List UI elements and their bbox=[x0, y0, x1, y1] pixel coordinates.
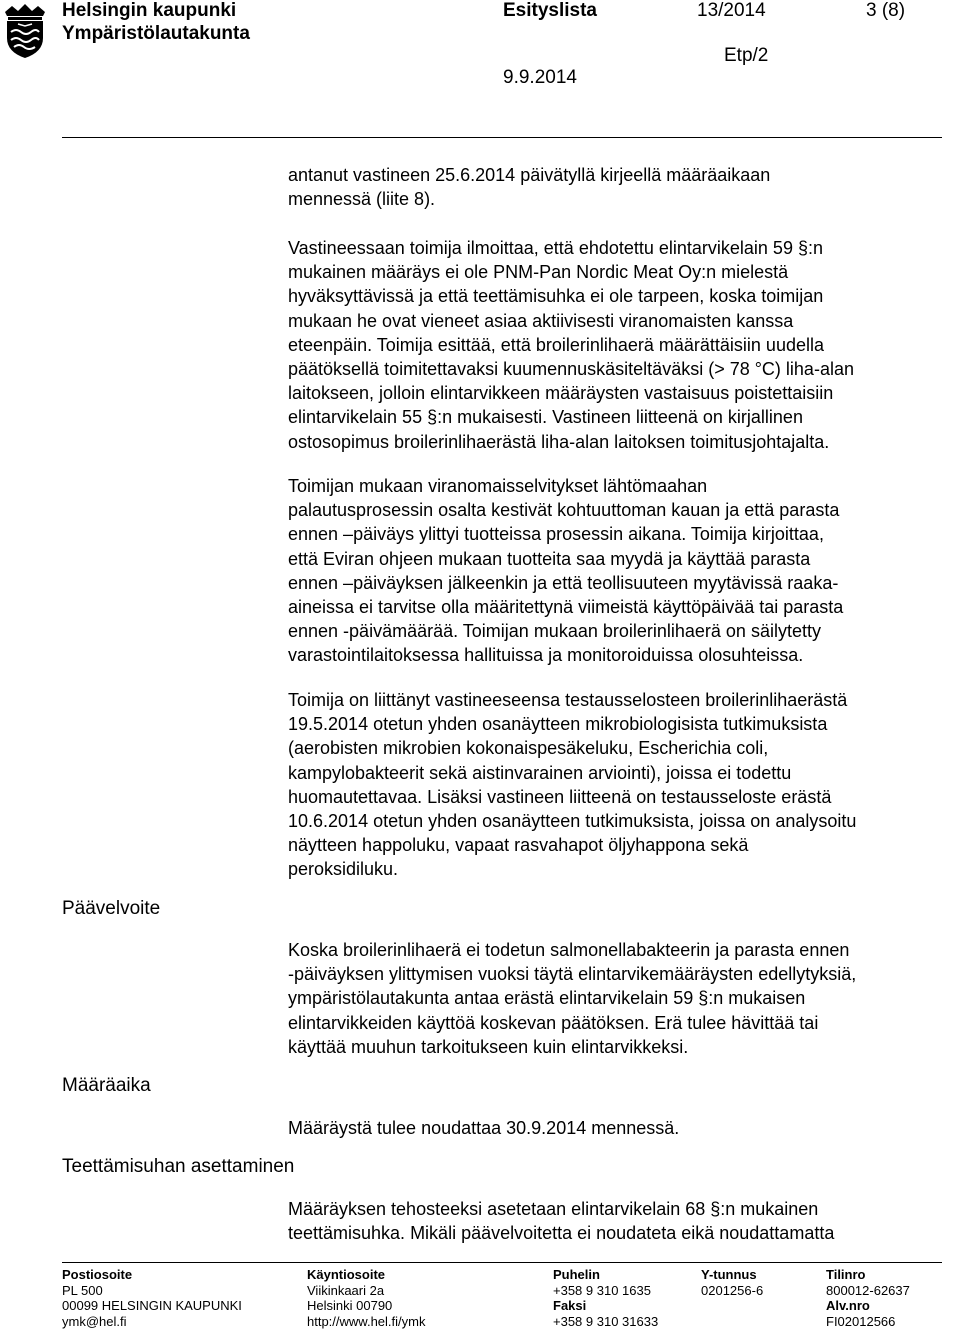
text-line: ympäristölautakunta antaa erästä elintarvikelain 59 §:n mukaisen bbox=[288, 988, 806, 1009]
text-line: 10.6.2014 otetun yhden osanäytteen tutkimuksista, joissa on analysoitu bbox=[288, 811, 857, 832]
text-line: palautusprosessin osalta kestivät kohtuuttoman kauan ja että parasta bbox=[288, 500, 840, 521]
agenda-item: Etp/2 bbox=[724, 45, 769, 66]
footer-website: http://www.hel.fi/ymk bbox=[307, 1313, 426, 1329]
document-type: Esityslista bbox=[503, 0, 597, 21]
text-line: Vastineessaan toimija ilmoittaa, että ehdotettu elintarvikelain 59 §:n bbox=[288, 238, 823, 258]
text-line: huomautettavaa. Lisäksi vastineen liitteenä on testausseloste erästä bbox=[288, 786, 832, 807]
text-line: näytteen happoluku, vapaat rasvahapot öljyhappona sekä bbox=[288, 835, 749, 856]
document-number: 13/2014 bbox=[697, 0, 766, 21]
footer-visiting-address bbox=[307, 1267, 425, 1329]
footer-value: 800012-62637 bbox=[826, 1282, 910, 1298]
footer-label: Postiosoite bbox=[62, 1267, 133, 1282]
text-line: Määräystä tulee noudattaa 30.9.2014 mennessä. bbox=[288, 1118, 680, 1138]
text-line: varastointilaitoksessa hallituissa ja monitoroiduissa olosuhteissa. bbox=[288, 645, 804, 666]
text-line: ennen –päiväys ylittyi tuotteissa prosessin aikana. Toimija kirjoittaa, bbox=[288, 524, 824, 545]
text-line: elintarvikkeiden käyttöä koskevan päätöksen. Erä tulee hävittää tai bbox=[288, 1012, 819, 1033]
footer-label: Alv.nro bbox=[826, 1298, 870, 1314]
text-line: käyttää muuhun tarkoitukseen kuin elintarvikkeksi. bbox=[288, 1036, 689, 1057]
paragraph-6 bbox=[288, 1116, 948, 1140]
footer-value: Helsinki 00790 bbox=[307, 1298, 393, 1314]
text-line: ennen –päiväyksen jälkeenkin ja että teollisuuteen myytävissä raaka- bbox=[288, 572, 839, 593]
footer-label: Tilinro bbox=[826, 1267, 866, 1282]
text-line: 19.5.2014 otetun yhden osanäytteen mikrobiologisista tutkimuksista bbox=[288, 714, 828, 735]
paragraph-3 bbox=[288, 474, 948, 668]
footer-label: Käyntiosoite bbox=[307, 1267, 386, 1282]
text-line: Toimija on liittänyt vastineeseensa testausselosteen broilerinlihaerästä bbox=[288, 690, 848, 710]
text-line: mukainen määräys ei ole PNM-Pan Nordic Meat Oy:n mielestä bbox=[288, 262, 789, 283]
text-line: ennen -päivämäärää. Toimijan mukaan broilerinlihaerä on säilytetty bbox=[288, 621, 821, 642]
side-heading-penalty: Teettämisuhan asettaminen bbox=[62, 1156, 295, 1177]
paragraph-2 bbox=[288, 236, 948, 454]
footer-value: +358 9 310 1635 bbox=[553, 1282, 651, 1298]
side-heading-deadline: Määräaika bbox=[62, 1075, 151, 1096]
footer-value: 0201256-6 bbox=[701, 1282, 764, 1298]
page-number: 3 (8) bbox=[866, 0, 906, 21]
text-line: mennessä (liite 8). bbox=[288, 189, 436, 210]
paragraph-4 bbox=[288, 688, 948, 882]
text-line: kampylobakteerit sekä aistinvarainen arviointi), joissa ei todettu bbox=[288, 762, 792, 783]
footer-email: ymk@hel.fi bbox=[62, 1313, 127, 1329]
text-line: päätöksellä toimitettavaksi kuumennuskäsiteltäväksi (> 78 °C) liha-alan bbox=[288, 359, 854, 380]
footer-divider bbox=[62, 1262, 942, 1263]
text-line: hyväksyttävissä ja että teettämisuhka ei ole tarpeen, koska toimijan bbox=[288, 286, 824, 307]
footer-account bbox=[826, 1267, 910, 1329]
footer-business-id bbox=[701, 1267, 763, 1298]
text-line: mukaan he ovat vieneet asiaa aktiivisesti viranomaisten kanssa bbox=[288, 310, 794, 331]
footer-label: Puhelin bbox=[553, 1267, 600, 1282]
paragraph-5 bbox=[288, 938, 948, 1059]
footer-label: Y-tunnus bbox=[701, 1267, 757, 1282]
text-line: -päiväyksen ylittymisen vuoksi täytä elintarvikemääräysten edellytyksiä, bbox=[288, 964, 857, 985]
footer-value: +358 9 310 31633 bbox=[553, 1313, 659, 1329]
footer-value: FI02012566 bbox=[826, 1313, 896, 1329]
text-line: ostosopimus broilerinlihaerästä liha-alan laitoksen toimitusjohtajalta. bbox=[288, 431, 830, 452]
text-line: teettämisuhka. Mikäli päävelvoitetta ei noudateta eikä noudattamatta bbox=[288, 1223, 835, 1244]
text-line: Toimijan mukaan viranomaisselvitykset lähtömaahan bbox=[288, 476, 708, 496]
footer-value: Viikinkaari 2a bbox=[307, 1282, 385, 1298]
text-line: Määräyksen tehosteeksi asetetaan elintarvikelain 68 §:n mukainen bbox=[288, 1199, 819, 1219]
text-line: peroksidiluku. bbox=[288, 859, 399, 880]
text-line: Koska broilerinlihaerä ei todetun salmonellabakteerin ja parasta ennen bbox=[288, 940, 850, 960]
text-line: aineissa ei tarvitse olla määritettynä viimeistä käyttöpäivää tai parasta bbox=[288, 597, 844, 618]
helsinki-crest-icon bbox=[2, 2, 48, 60]
text-line: että Eviran ohjeen mukaan tuotteita saa myydä ja käyttää parasta bbox=[288, 548, 811, 569]
paragraph-7 bbox=[288, 1197, 948, 1245]
footer-value: PL 500 bbox=[62, 1282, 103, 1298]
text-line: elintarvikelain 55 §:n mukaisesti. Vastineen liitteenä on kirjallinen bbox=[288, 407, 803, 428]
text-line: antanut vastineen 25.6.2014 päivätyllä kirjeellä määräaikaan bbox=[288, 165, 771, 185]
footer-label: Faksi bbox=[553, 1298, 587, 1314]
side-heading-main-obligation: Päävelvoite bbox=[62, 898, 161, 919]
text-line: (aerobisten mikrobien kokonaispesäkeluku, Escherichia coli, bbox=[288, 738, 769, 759]
footer-postal-address bbox=[62, 1267, 242, 1329]
text-line: laitokseen, jolloin elintarvikkeen määräysten vastaisuus poistettaisiin bbox=[288, 383, 834, 404]
header-divider bbox=[62, 137, 942, 138]
paragraph-1 bbox=[288, 163, 948, 211]
footer-value: 00099 HELSINGIN KAUPUNKI bbox=[62, 1298, 242, 1314]
footer-phone bbox=[553, 1267, 658, 1329]
org-name: Helsingin kaupunki bbox=[62, 0, 237, 21]
department-name: Ympäristölautakunta bbox=[62, 23, 250, 44]
meeting-date: 9.9.2014 bbox=[503, 67, 577, 88]
text-line: eteenpäin. Toimija esittää, että broilerinlihaerä määrättäisiin uudella bbox=[288, 334, 824, 355]
